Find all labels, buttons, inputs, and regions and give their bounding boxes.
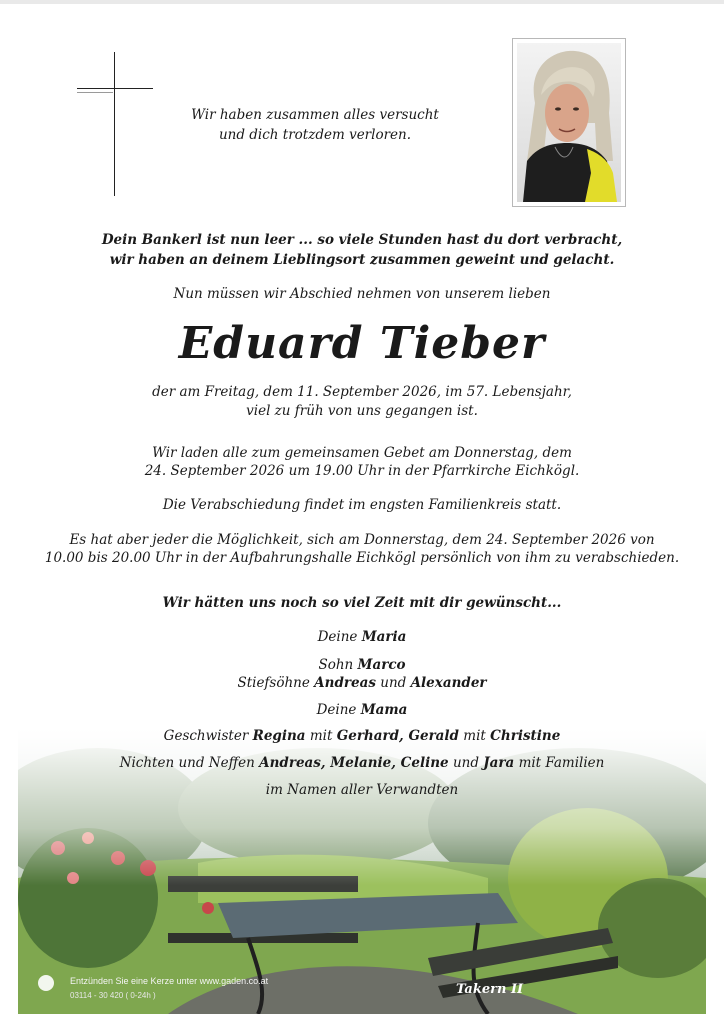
- cross-icon-bar: [77, 88, 153, 89]
- mourner-wife-name: Maria: [361, 629, 407, 645]
- mourner-sibling-1: Regina: [252, 728, 306, 744]
- cross-icon: [114, 52, 115, 196]
- intro-text: Nun müssen wir Abschied nehmen von unserem lieben: [173, 286, 551, 302]
- mourner-nephews-names: Andreas, Melanie, Celine: [259, 755, 449, 771]
- motto: [180, 105, 450, 145]
- mourner-stepson-2: Alexander: [410, 675, 487, 691]
- death-notice-line-2: viel zu früh von uns gegangen ist.: [246, 403, 478, 419]
- deceased-name: Eduard Tieber: [178, 318, 546, 369]
- mourner-nephews-suffix: mit Familien: [518, 755, 605, 771]
- mourner-with-2: mit: [463, 728, 486, 744]
- mourner-wife-prefix: Deine: [317, 629, 358, 645]
- footer-phone-note: ( 0-24h ): [125, 991, 156, 1000]
- prayer-line-2: 24. September 2026 um 19.00 Uhr in der Pfarrkirche Eichkögl.: [144, 463, 580, 479]
- footer-candle-text: Entzünden Sie eine Kerze unter: [70, 976, 198, 986]
- funeral-home-logo-icon: [38, 975, 54, 991]
- mourner-and-1: und: [380, 675, 407, 691]
- funeral-home-name: Takern II: [456, 982, 524, 997]
- footer-website-link[interactable]: www.gaden.co.at: [199, 976, 269, 986]
- mourner-sibling-3: Christine: [490, 728, 561, 744]
- quote-line-2: wir haben an deinem Lieblingsort zusammen geweint und gelacht.: [109, 252, 615, 268]
- farewell-text: Die Verabschiedung findet im engsten Familienkreis statt.: [162, 497, 562, 513]
- mourner-siblings-prefix: Geschwister: [163, 728, 249, 744]
- portrait-image: [517, 43, 621, 202]
- prayer-line-1: Wir laden alle zum gemeinsamen Gebet am Donnerstag, dem: [152, 445, 572, 461]
- mourner-stepsons-prefix: Stiefsöhne: [237, 675, 310, 691]
- viewing-line-1: Es hat aber jeder die Möglichkeit, sich am Donnerstag, dem 24. September 2026 von: [69, 532, 655, 548]
- mourner-mother-prefix: Deine: [316, 702, 357, 718]
- viewing-line-2: 10.00 bis 20.00 Uhr in der Aufbahrungshalle Eichkögl persönlich von ihm zu verabschieden.: [44, 550, 680, 566]
- quote-line-1: Dein Bankerl ist nun leer ... so viele Stunden hast du dort verbracht,: [101, 232, 623, 248]
- wish-text: Wir hätten uns noch so viel Zeit mit dir gewünscht...: [162, 595, 562, 611]
- footer-phone-line: [70, 990, 156, 1002]
- footer-phone: 03114 - 30 420: [70, 991, 124, 1000]
- footer-candle-line: [70, 975, 268, 987]
- motto-line-1: Wir haben zusammen alles versucht: [191, 107, 439, 123]
- mourner-sibling-2: Gerhard, Gerald: [336, 728, 459, 744]
- mourner-relatives: im Namen aller Verwandten: [265, 782, 459, 798]
- mourner-mother: [0, 700, 724, 720]
- motto-line-2: und dich trotzdem verloren.: [218, 127, 412, 143]
- mourner-siblings: [0, 726, 724, 746]
- mourner-and-2: und: [452, 755, 479, 771]
- mourner-stepsons: [0, 673, 724, 693]
- mourner-wife: [0, 627, 724, 647]
- mourner-nephews: [0, 753, 724, 773]
- mourner-son-prefix: Sohn: [318, 657, 354, 673]
- mourner-stepson-1: Andreas: [314, 675, 376, 691]
- scan-edge: [0, 0, 724, 4]
- mourner-son-name: Marco: [357, 657, 406, 673]
- death-notice-line-1: der am Freitag, dem 11. September 2026, im 57. Lebensjahr,: [152, 384, 572, 400]
- mourner-nephews-prefix: Nichten und Neffen: [119, 755, 255, 771]
- mourner-nephew-last: Jara: [483, 755, 515, 771]
- mourner-son: [0, 655, 724, 675]
- mourner-mother-name: Mama: [360, 702, 408, 718]
- cross-icon-shadow: [77, 92, 113, 93]
- portrait-photo: [517, 43, 621, 202]
- mourner-with-1: mit: [309, 728, 333, 744]
- portrait-frame: [512, 38, 626, 207]
